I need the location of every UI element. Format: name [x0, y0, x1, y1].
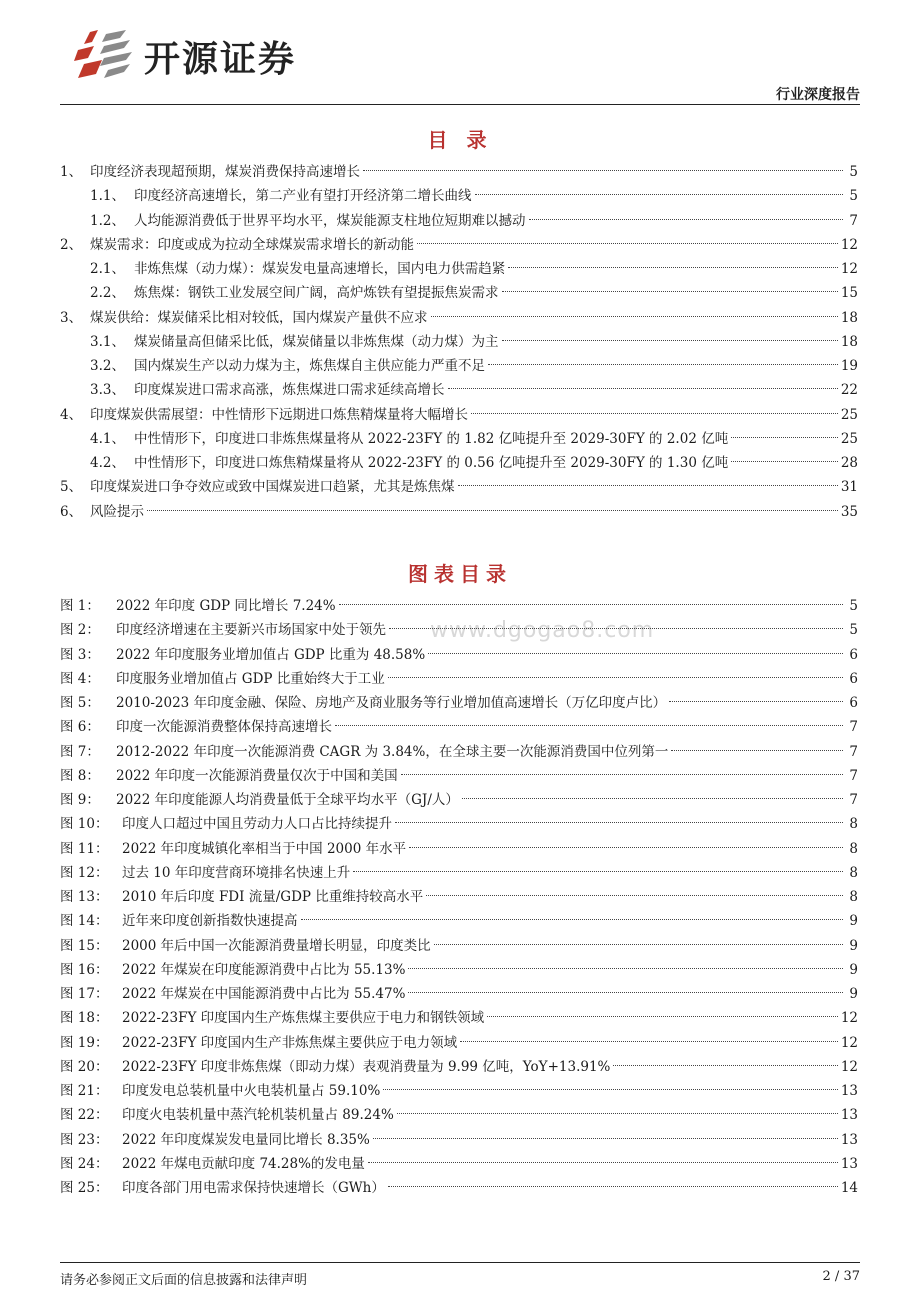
toc-entry[interactable] [60, 160, 858, 184]
entry-text: 印度煤炭进口需求高涨，炼焦煤进口需求延续高增长 [134, 382, 445, 399]
entry-number: 图 23： [60, 1131, 109, 1148]
entry-text: 2000 年后中国一次能源消费量增长明显，印度类比 [122, 937, 431, 954]
entry-text: 印度人口超过中国且劳动力人口占比持续提升 [122, 816, 392, 833]
dot-leader [408, 968, 843, 969]
entry-number: 1、 [60, 164, 83, 180]
entry-number: 图 2： [60, 622, 100, 639]
entry-number: 5、 [60, 479, 83, 496]
toc-entry[interactable] [60, 451, 858, 475]
figure-entry[interactable] [60, 788, 858, 812]
entry-page: 19 [840, 358, 858, 374]
entry-number: 图 25： [60, 1180, 109, 1196]
entry-page: 25 [840, 430, 858, 447]
company-logo [74, 26, 296, 86]
entry-number: 4、 [60, 406, 83, 423]
entry-page: 18 [840, 333, 858, 350]
entry-page: 12 [840, 1010, 858, 1027]
dot-leader [475, 194, 844, 195]
entry-page: 7 [849, 792, 858, 808]
entry-text: 印度煤炭供需展望：中性情形下远期进口炼焦精煤量将大幅增长 [90, 406, 468, 423]
page-footer [60, 1262, 860, 1288]
entry-number: 图 7： [60, 743, 100, 760]
entry-number: 图 11： [60, 840, 109, 857]
dot-leader [373, 1138, 838, 1139]
entry-page: 12 [840, 261, 858, 277]
dot-leader [383, 1089, 838, 1090]
dot-leader [462, 798, 843, 799]
entry-page: 7 [849, 719, 858, 736]
toc-entry[interactable] [60, 354, 858, 378]
entry-number: 3、 [60, 309, 83, 326]
figure-entry[interactable] [60, 837, 858, 861]
dot-leader [613, 1065, 837, 1066]
dot-leader [669, 701, 843, 702]
entry-page: 8 [849, 864, 858, 881]
figure-entry[interactable] [60, 1031, 858, 1055]
dot-leader [487, 1016, 838, 1017]
figure-entry[interactable] [60, 1006, 858, 1030]
toc-entry[interactable] [60, 403, 858, 427]
entry-page: 5 [849, 598, 858, 614]
entry-number: 1.1、 [90, 188, 125, 205]
figure-entry[interactable] [60, 643, 858, 667]
entry-text: 2022-23FY 印度国内生产炼焦煤主要供应于电力和钢铁领域 [122, 1010, 485, 1027]
toc-entry[interactable] [60, 281, 858, 305]
dot-leader [395, 822, 843, 823]
figure-entry[interactable] [60, 691, 858, 715]
figure-entry[interactable] [60, 1055, 858, 1079]
figures-list [60, 594, 858, 1200]
entry-number: 3.3、 [90, 382, 125, 399]
entry-text: 煤炭需求：印度或成为拉动全球煤炭需求增长的新动能 [90, 236, 414, 253]
entry-page: 9 [849, 961, 858, 978]
entry-number: 2.2、 [90, 285, 125, 302]
entry-text: 印度发电总装机量中火电装机量占 59.10% [122, 1083, 381, 1099]
entry-text: 风险提示 [90, 503, 144, 520]
entry-number: 图 20： [60, 1058, 109, 1075]
figure-entry[interactable] [60, 1103, 858, 1127]
entry-text: 煤炭储量高但储采比低，煤炭储量以非炼焦煤（动力煤）为主 [134, 333, 499, 350]
toc-entry[interactable] [60, 500, 858, 524]
figure-entry[interactable] [60, 1152, 858, 1176]
entry-number: 2、 [60, 236, 83, 253]
toc-entry[interactable] [60, 306, 858, 330]
entry-number: 图 5： [60, 695, 100, 711]
entry-text: 印度经济增速在主要新兴市场国家中处于领先 [116, 622, 386, 639]
entry-page: 12 [840, 1058, 858, 1075]
figure-entry[interactable] [60, 885, 858, 909]
dot-leader [389, 628, 843, 629]
report-type-label: 行业深度报告 [776, 87, 860, 103]
entry-page: 35 [840, 503, 858, 520]
dot-leader [731, 461, 838, 462]
dot-leader [671, 750, 843, 751]
entry-page: 15 [840, 285, 858, 302]
entry-number: 1.2、 [90, 212, 125, 229]
entry-number: 2.1、 [90, 261, 125, 277]
entry-page: 13 [840, 1107, 858, 1124]
page-header [60, 20, 860, 104]
toc-entry[interactable] [60, 184, 858, 208]
entry-page: 9 [849, 986, 858, 1002]
dot-leader [471, 413, 838, 414]
toc-entry[interactable] [60, 475, 858, 499]
dot-leader [417, 243, 838, 244]
entry-page: 8 [849, 889, 858, 905]
dot-leader [335, 725, 843, 726]
entry-text: 2010 年后印度 FDI 流量/GDP 比重维持较高水平 [122, 889, 424, 905]
entry-text: 2022-23FY 印度国内生产非炼焦煤主要供应于电力领域 [122, 1034, 458, 1051]
entry-number: 图 24： [60, 1155, 109, 1172]
entry-text: 2022 年煤电贡献印度 74.28%的发电量 [122, 1155, 365, 1172]
entry-page: 7 [849, 212, 858, 229]
entry-text: 2010-2023 年印度金融、保险、房地产及商业服务等行业增加值高速增长（万亿印度卢比） [116, 695, 667, 711]
watermark: www.dgogao8.com [430, 618, 655, 643]
entry-page: 9 [849, 937, 858, 954]
entry-number: 图 16： [60, 961, 109, 978]
entry-page: 13 [840, 1131, 858, 1148]
entry-text: 煤炭供给：煤炭储采比相对较低，国内煤炭产量供不应求 [90, 309, 428, 326]
entry-text: 2012-2022 年印度一次能源消费 CAGR 为 3.84%，在全球主要一次能源消费国中位列第一 [116, 743, 669, 760]
toc-entry[interactable] [60, 330, 858, 354]
figure-entry[interactable] [60, 1176, 858, 1200]
toc-entry[interactable] [60, 378, 858, 402]
figure-entry[interactable] [60, 667, 858, 691]
entry-text: 印度经济表现超预期，煤炭消费保持高速增长 [90, 164, 360, 180]
entry-text: 2022 年印度一次能源消费量仅次于中国和美国 [116, 767, 398, 784]
dot-leader [353, 871, 843, 872]
entry-page: 5 [849, 164, 858, 180]
dot-leader [460, 1041, 838, 1042]
figure-entry[interactable] [60, 812, 858, 836]
dot-leader [431, 316, 838, 317]
entry-page: 7 [849, 743, 858, 760]
dot-leader [488, 364, 838, 365]
dot-leader [508, 267, 838, 268]
dot-leader [434, 944, 843, 945]
entry-page: 12 [840, 236, 858, 253]
entry-text: 2022 年煤炭在中国能源消费中占比为 55.47% [122, 986, 406, 1002]
entry-number: 图 6： [60, 719, 100, 736]
entry-text: 2022 年印度煤炭发电量同比增长 8.35% [122, 1131, 370, 1148]
entry-text: 印度火电装机量中蒸汽轮机装机量占 89.24% [122, 1107, 394, 1124]
entry-number: 图 17： [60, 986, 109, 1002]
entry-page: 5 [849, 188, 858, 205]
entry-text: 印度一次能源消费整体保持高速增长 [116, 719, 332, 736]
dot-leader [502, 340, 838, 341]
entry-page: 14 [840, 1180, 858, 1196]
entry-number: 图 12： [60, 864, 109, 881]
figure-entry[interactable] [60, 958, 858, 982]
toc-entry[interactable] [60, 233, 858, 257]
dot-leader [409, 847, 843, 848]
toc-entry[interactable] [60, 427, 858, 451]
entry-text: 中性情形下，印度进口炼焦精煤量将从 2022-23FY 的 0.56 亿吨提升至 2029-30FY 的 1.30 亿吨 [134, 455, 729, 471]
figure-entry[interactable] [60, 740, 858, 764]
dot-leader [426, 895, 843, 896]
entry-text: 2022-23FY 印度非炼焦煤（即动力煤）表观消费量为 9.99 亿吨，YoY+13.91% [122, 1058, 611, 1075]
figure-entry[interactable] [60, 909, 858, 933]
entry-text: 印度煤炭进口争夺效应或致中国煤炭进口趋紧，尤其是炼焦煤 [90, 479, 455, 496]
entry-text: 炼焦煤：钢铁工业发展空间广阔，高炉炼铁有望提振焦炭需求 [134, 285, 499, 302]
figures-title: 图表目录 [408, 562, 512, 586]
entry-page: 13 [840, 1083, 858, 1099]
entry-page: 6 [849, 670, 858, 687]
figure-entry[interactable] [60, 715, 858, 739]
dot-leader [363, 170, 843, 171]
logo-mark-icon [74, 28, 134, 84]
dot-leader [401, 774, 843, 775]
entry-page: 22 [840, 382, 858, 399]
figure-entry[interactable] [60, 764, 858, 788]
entry-page: 13 [840, 1155, 858, 1172]
entry-page: 8 [849, 840, 858, 857]
toc-title: 目 录 [427, 128, 493, 152]
entry-number: 图 13： [60, 889, 109, 905]
entry-page: 28 [840, 455, 858, 471]
entry-number: 图 19： [60, 1034, 109, 1051]
dot-leader [529, 219, 844, 220]
entry-page: 31 [840, 479, 858, 496]
entry-number: 4.2、 [90, 455, 125, 471]
entry-text: 2022 年印度能源人均消费量低于全球平均水平（GJ/人） [116, 792, 459, 808]
entry-number: 图 3： [60, 646, 100, 663]
entry-text: 非炼焦煤（动力煤）：煤炭发电量高速增长，国内电力供需趋紧 [134, 261, 506, 277]
entry-text: 印度各部门用电需求保持快速增长（GWh） [122, 1180, 385, 1196]
company-name: 开源证券 [144, 38, 297, 80]
entry-number: 4.1、 [90, 430, 125, 447]
dot-leader [301, 919, 844, 920]
entry-text: 2022 年印度城镇化率相当于中国 2000 年水平 [122, 840, 407, 857]
figure-entry[interactable] [60, 1079, 858, 1103]
entry-number: 图 21： [60, 1083, 109, 1099]
entry-number: 图 18： [60, 1010, 109, 1027]
footer-disclaimer: 请务必参阅正文后面的信息披露和法律声明 [60, 1273, 308, 1288]
page-number: 2 / 37 [822, 1269, 860, 1284]
entry-page: 5 [849, 622, 858, 639]
toc-list [60, 160, 858, 524]
dot-leader [339, 604, 843, 605]
entry-number: 图 22： [60, 1107, 109, 1124]
entry-page: 8 [849, 816, 858, 833]
entry-text: 中性情形下，印度进口非炼焦煤量将从 2022-23FY 的 1.82 亿吨提升至 2029-30FY 的 2.02 亿吨 [134, 430, 729, 447]
entry-page: 18 [840, 309, 858, 326]
entry-text: 过去 10 年印度营商环境排名快速上升 [122, 864, 351, 881]
entry-page: 9 [849, 913, 858, 930]
entry-number: 图 10： [60, 816, 109, 833]
dot-leader [448, 388, 838, 389]
entry-page: 25 [840, 406, 858, 423]
dot-leader [397, 1113, 838, 1114]
toc-entry[interactable] [60, 257, 858, 281]
dot-leader [502, 291, 838, 292]
entry-page: 12 [840, 1034, 858, 1051]
dot-leader [731, 437, 838, 438]
entry-number: 图 15： [60, 937, 109, 954]
toc-entry[interactable] [60, 209, 858, 233]
entry-text: 2022 年印度 GDP 同比增长 7.24% [116, 598, 336, 614]
entry-number: 3.1、 [90, 333, 125, 350]
dot-leader [368, 1162, 838, 1163]
figure-entry[interactable] [60, 861, 858, 885]
dot-leader [147, 510, 838, 511]
entry-text: 人均能源消费低于世界平均水平，煤炭能源支柱地位短期难以撼动 [134, 212, 526, 229]
dot-leader [428, 653, 843, 654]
entry-page: 6 [849, 695, 858, 711]
figure-entry[interactable] [60, 934, 858, 958]
dot-leader [408, 992, 843, 993]
entry-number: 图 14： [60, 913, 109, 930]
entry-text: 2022 年印度服务业增加值占 GDP 比重为 48.58% [116, 646, 426, 663]
entry-text: 2022 年煤炭在印度能源消费中占比为 55.13% [122, 961, 406, 978]
entry-number: 图 9： [60, 792, 100, 808]
figure-entry[interactable] [60, 1128, 858, 1152]
figure-entry[interactable] [60, 982, 858, 1006]
dot-leader [388, 677, 843, 678]
entry-page: 6 [849, 646, 858, 663]
figure-entry[interactable] [60, 594, 858, 618]
dot-leader [388, 1186, 838, 1187]
entry-text: 近年来印度创新指数快速提高 [122, 913, 298, 930]
entry-number: 6、 [60, 503, 83, 520]
figure-entry[interactable] [60, 618, 858, 642]
entry-number: 图 1： [60, 598, 100, 614]
entry-page: 7 [849, 767, 858, 784]
entry-text: 印度服务业增加值占 GDP 比重始终大于工业 [116, 670, 385, 687]
entry-text: 印度经济高速增长，第二产业有望打开经济第二增长曲线 [134, 188, 472, 205]
header-divider [60, 104, 860, 105]
entry-number: 图 8： [60, 767, 100, 784]
entry-text: 国内煤炭生产以动力煤为主，炼焦煤自主供应能力严重不足 [134, 358, 485, 374]
entry-number: 图 4： [60, 670, 100, 687]
dot-leader [458, 485, 838, 486]
entry-number: 3.2、 [90, 358, 125, 374]
